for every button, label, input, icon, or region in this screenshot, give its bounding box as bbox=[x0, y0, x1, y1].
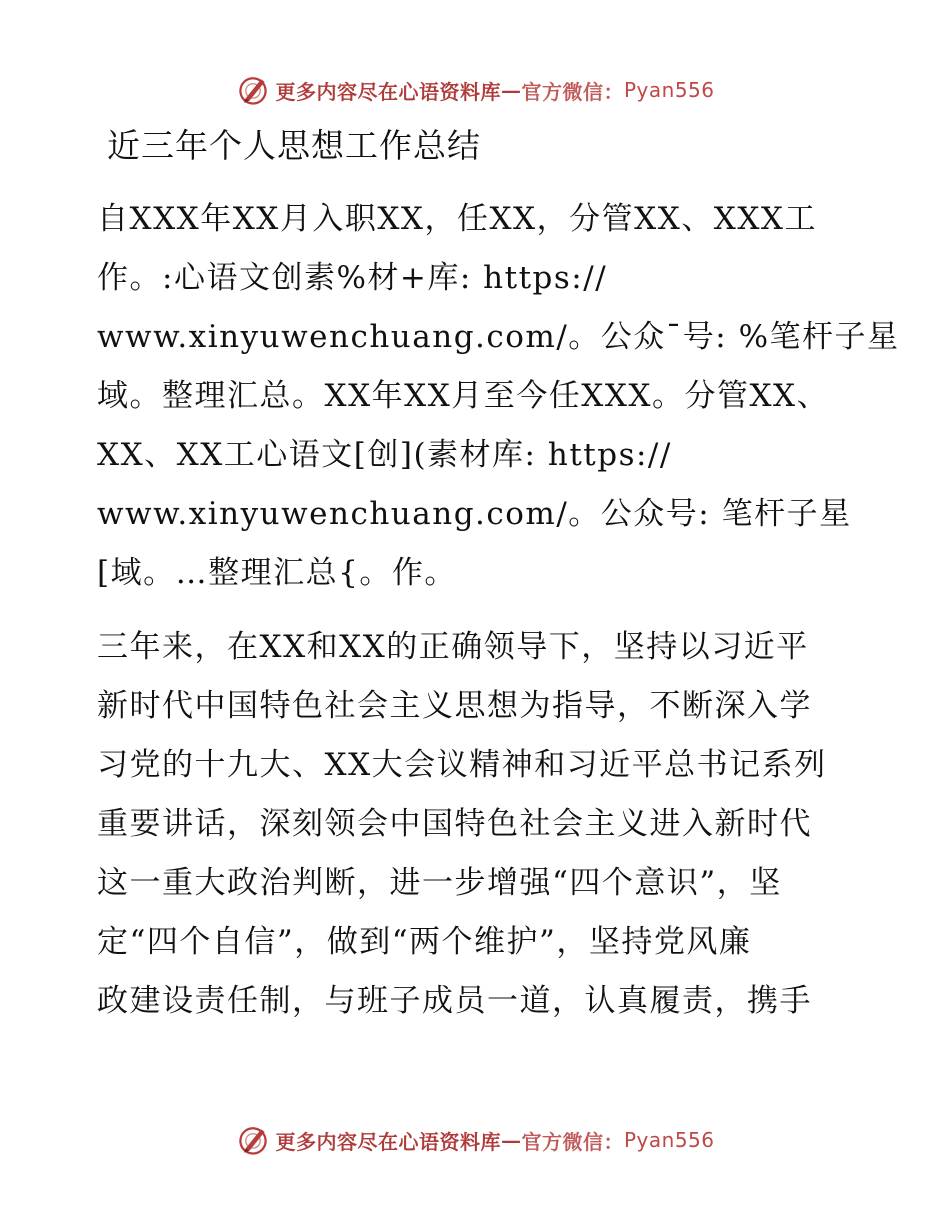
banner-main-text: 更多内容尽在心语资料库 bbox=[275, 1129, 501, 1154]
header-banner-content bbox=[235, 72, 714, 108]
paragraph-line: 习党的十九大、XX大会议精神和习近平总书记系列 bbox=[97, 747, 827, 783]
paragraph-line: 作。:心语文创素%材+库: https:// bbox=[97, 260, 608, 296]
paragraph-line: 定“四个自信”，做到“两个维护”，坚持党风廉 bbox=[97, 924, 752, 960]
document-body bbox=[97, 122, 900, 1046]
paragraph-2 bbox=[97, 618, 853, 1031]
banner-wechat-label: 官方微信： bbox=[521, 79, 624, 104]
paragraph-line: 新时代中国特色社会主义思想为指导，不断深入学 bbox=[97, 688, 812, 724]
banner-main-text: 更多内容尽在心语资料库 bbox=[275, 79, 501, 104]
pen-logo-icon bbox=[235, 72, 271, 108]
banner-text bbox=[275, 76, 714, 105]
banner-wechat-label: 官方微信： bbox=[521, 1129, 624, 1154]
header-banner bbox=[0, 70, 950, 110]
footer-banner bbox=[0, 1120, 950, 1160]
paragraph-line: 自XXX年XX月入职XX，任XX，分管XX、XXX工 bbox=[97, 201, 817, 237]
banner-wechat-handle: Pyan556 bbox=[623, 1128, 715, 1152]
paragraph-line: [域。…整理汇总{。作。 bbox=[97, 555, 457, 591]
banner-wechat-handle: Pyan556 bbox=[623, 78, 715, 102]
paragraph-line: XX、XX工心语文[创](素材库: https:// bbox=[97, 437, 672, 473]
paragraph-line: 这一重大政治判断，进一步增强“四个意识”，坚 bbox=[97, 865, 782, 901]
footer-banner-content bbox=[235, 1122, 714, 1158]
paragraph-line: 重要讲话，深刻领会中国特色社会主义进入新时代 bbox=[97, 806, 812, 842]
paragraph-line: 域。整理汇总。XX年XX月至今任XXX。分管XX、 bbox=[97, 378, 830, 414]
banner-dash: — bbox=[500, 1128, 522, 1152]
paragraph-line: www.xinyuwenchuang.com/。公众号: 笔杆子星 bbox=[97, 496, 852, 532]
paragraph-line: 三年来，在XX和XX的正确领导下，坚持以习近平 bbox=[97, 629, 809, 665]
paragraph-line: 政建设责任制，与班子成员一道，认真履责，携手 bbox=[97, 983, 812, 1019]
paragraph-1 bbox=[97, 190, 900, 603]
document-title: 近三年个人思想工作总结 bbox=[107, 126, 481, 165]
pen-logo-icon bbox=[235, 1122, 271, 1158]
paragraph-line: www.xinyuwenchuang.com/。公众¯号: %笔杆子星 bbox=[97, 319, 900, 355]
banner-text bbox=[275, 1126, 714, 1155]
banner-dash: — bbox=[500, 78, 522, 102]
